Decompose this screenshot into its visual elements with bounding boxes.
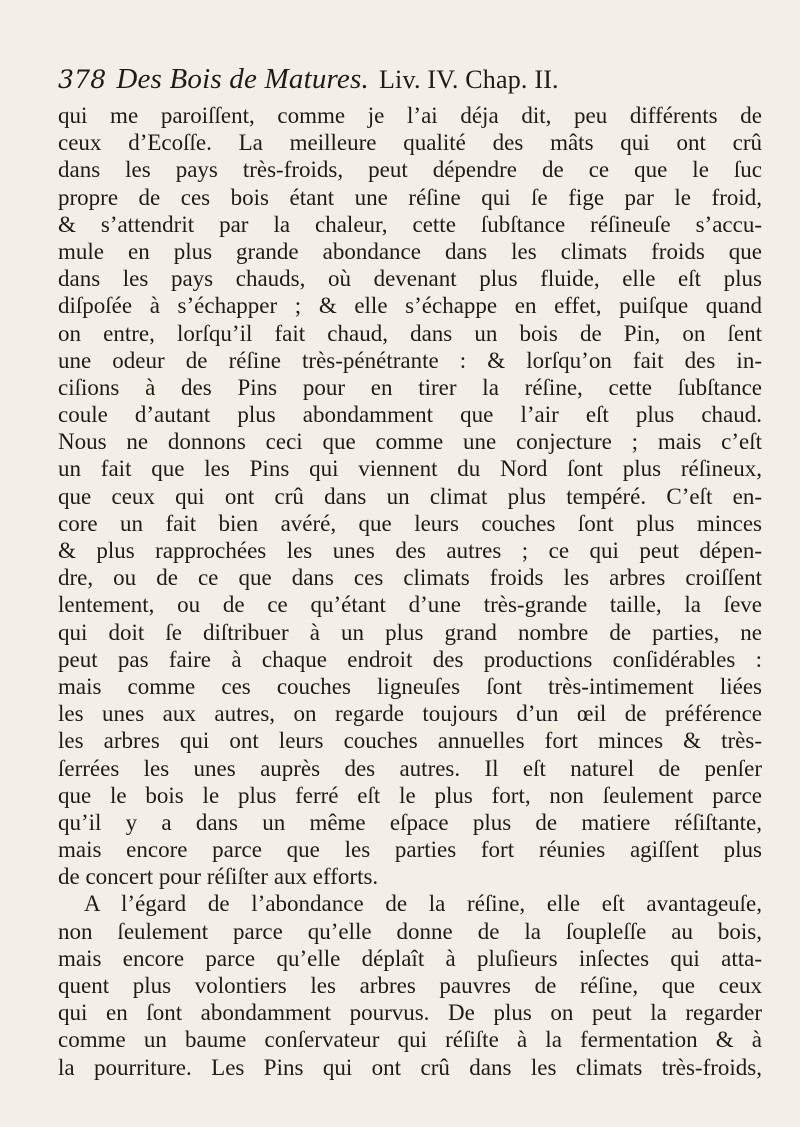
running-head: [58, 62, 762, 98]
text-line: peut pas faire à chaque endroit des productions conſidérables :: [58, 646, 762, 672]
text-line: non ſeulement parce qu’elle donne de la ſoupleſſe au bois,: [58, 918, 762, 944]
running-head-title: Des Bois de Matures.: [116, 63, 369, 95]
paragraph: [58, 890, 762, 1080]
text-line: les arbres qui ont leurs couches annuelles fort minces & très-: [58, 728, 762, 754]
text-line: propre de ces bois étant une réſine qui ſe fige par le froid,: [58, 184, 762, 210]
page-number: 378: [58, 65, 107, 94]
text-line: qui doit ſe diſtribuer à un plus grand nombre de parties, ne: [58, 619, 762, 645]
text-line: dans les pays très-froids, peut dépendre de ce que le ſuc: [58, 157, 762, 183]
text-line: qu’il y a dans un même eſpace plus de matiere réſiſtante,: [58, 809, 762, 835]
text-line: coule d’autant plus abondamment que l’air eſt plus chaud.: [58, 402, 762, 428]
text-line: mais comme ces couches ligneuſes ſont très-intimement liées: [58, 673, 762, 699]
text-line: un fait que les Pins qui viennent du Nord ſont plus réſineux,: [58, 456, 762, 482]
body-text: [58, 102, 762, 1081]
text-line: de concert pour réſiſter aux efforts.: [58, 864, 379, 890]
text-line: qui en ſont abondamment pourvus. De plus on peut la regarder: [58, 1000, 762, 1026]
text-line: la pourriture. Les Pins qui ont crû dans les climats très-froids,: [58, 1054, 762, 1080]
paragraph: [58, 102, 762, 890]
text-line: lentement, ou de ce qu’étant d’une très-grande taille, la ſeve: [58, 592, 762, 618]
text-line: & s’attendrit par la chaleur, cette ſubſtance réſineuſe s’accu-: [58, 211, 762, 237]
text-line: ciſions à des Pins pour en tirer la réſine, cette ſubſtance: [58, 374, 762, 400]
text-line: que le bois le plus ferré eſt le plus fort, non ſeulement parce: [58, 782, 762, 808]
text-line: dans les pays chauds, où devenant plus fluide, elle eſt plus: [58, 266, 762, 292]
text-line: Nous ne donnons ceci que comme une conjecture ; mais c’eſt: [58, 429, 762, 455]
text-line: mule en plus grande abondance dans les climats froids que: [58, 238, 762, 264]
text-line: ceux d’Ecoſſe. La meilleure qualité des mâts qui ont crû: [58, 130, 762, 156]
text-line: quent plus volontiers les arbres pauvres de réſine, que ceux: [58, 973, 762, 998]
text-line: core un fait bien avéré, que leurs couches ſont plus minces: [58, 510, 762, 536]
text-line: comme un baume conſervateur qui réſiſte à la fermentation & à: [58, 1027, 762, 1053]
text-line: qui me paroiſſent, comme je l’ai déja dit, peu différents de: [58, 103, 762, 128]
text-line: ſerrées les unes auprès des autres. Il eſt naturel de penſer: [58, 755, 762, 781]
text-line: dre, ou de ce que dans ces climats froids les arbres croiſſent: [58, 565, 762, 591]
book-page: [58, 62, 762, 1102]
text-line: que ceux qui ont crû dans un climat plus tempéré. C’eſt en-: [58, 483, 762, 509]
text-line: une odeur de réſine très-pénétrante : & lorſqu’on fait des in-: [58, 347, 762, 373]
text-line: mais encore parce que les parties fort réunies agiſſent plus: [58, 837, 762, 863]
text-line: on entre, lorſqu’il fait chaud, dans un bois de Pin, on ſent: [58, 320, 762, 346]
text-line: & plus rapprochées les unes des autres ; ce qui peut dépen-: [58, 538, 762, 563]
text-line: diſpoſée à s’échapper ; & elle s’échappe en effet, puiſque quand: [58, 293, 762, 319]
text-line: mais encore parce qu’elle déplaît à pluſieurs inſectes qui atta-: [58, 945, 762, 971]
text-line: A l’égard de l’abondance de la réſine, elle eſt avantageuſe,: [84, 891, 762, 917]
running-head-section: Liv. IV. Chap. II.: [378, 65, 559, 94]
text-line: les unes aux autres, on regarde toujours d’un œil de préférence: [58, 701, 762, 727]
